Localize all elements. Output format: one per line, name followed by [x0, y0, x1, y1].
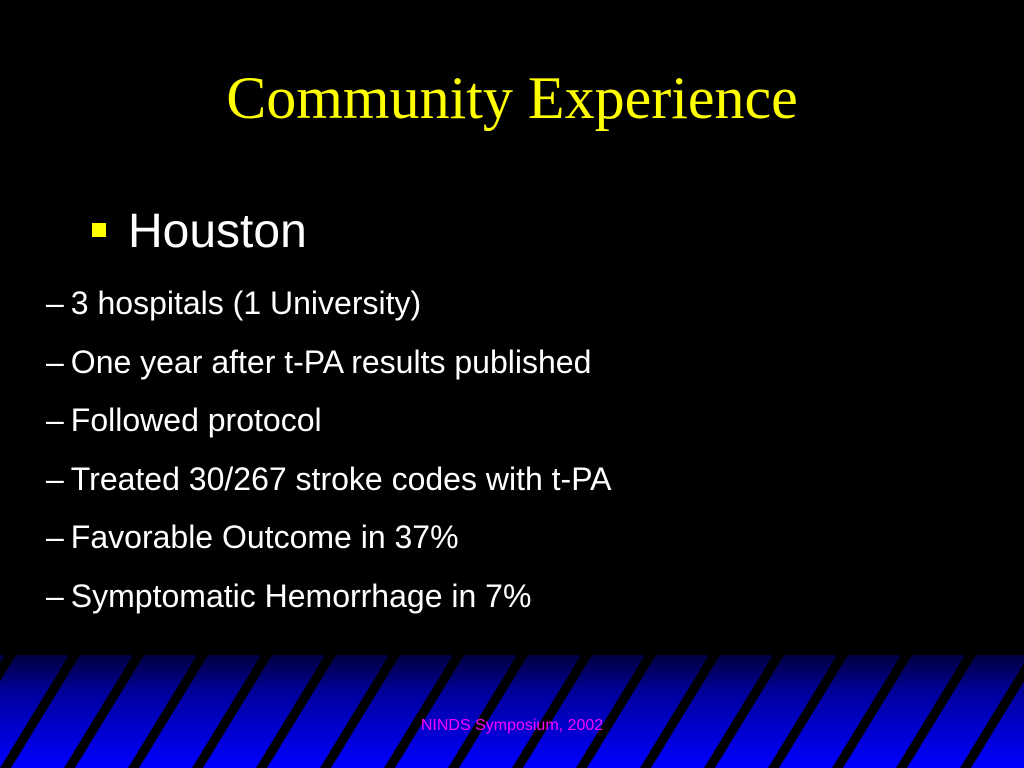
sub-bullet-text: Symptomatic Hemorrhage in 7%: [70, 577, 532, 614]
dash-marker: –: [46, 402, 64, 438]
sub-bullet-item: [46, 567, 612, 626]
footer-caption: NINDS Symposium, 2002: [420, 717, 604, 734]
sub-bullet-item: [46, 333, 612, 392]
sub-bullet-text: 3 hospitals (1 University): [70, 285, 422, 321]
sub-bullet-item: [46, 274, 612, 333]
sub-bullet-item: [46, 391, 612, 450]
dash-marker: –: [46, 285, 64, 321]
striped-footer-band: [0, 655, 1024, 768]
sub-bullet-text: Followed protocol: [70, 402, 322, 438]
dash-marker: –: [46, 519, 64, 555]
bullet-label: Houston: [128, 205, 307, 258]
slide-body: [92, 200, 992, 270]
stripe-pattern-fill: [0, 655, 1024, 768]
dash-marker: –: [46, 460, 64, 497]
bullet-item: [92, 200, 992, 270]
dash-marker: –: [46, 343, 64, 380]
sub-bullet-text: One year after t-PA results published: [70, 343, 592, 380]
dash-marker: –: [46, 577, 64, 614]
sub-bullet-list: [46, 274, 612, 625]
slide-title: Community Experience: [226, 65, 798, 131]
sub-bullet-item: [46, 508, 612, 567]
sub-bullet-text: Treated 30/267 stroke codes with t-PA: [70, 460, 612, 497]
square-bullet-icon: [92, 223, 106, 237]
sub-bullet-text: Favorable Outcome in 37%: [70, 519, 459, 555]
sub-bullet-item: [46, 450, 612, 509]
